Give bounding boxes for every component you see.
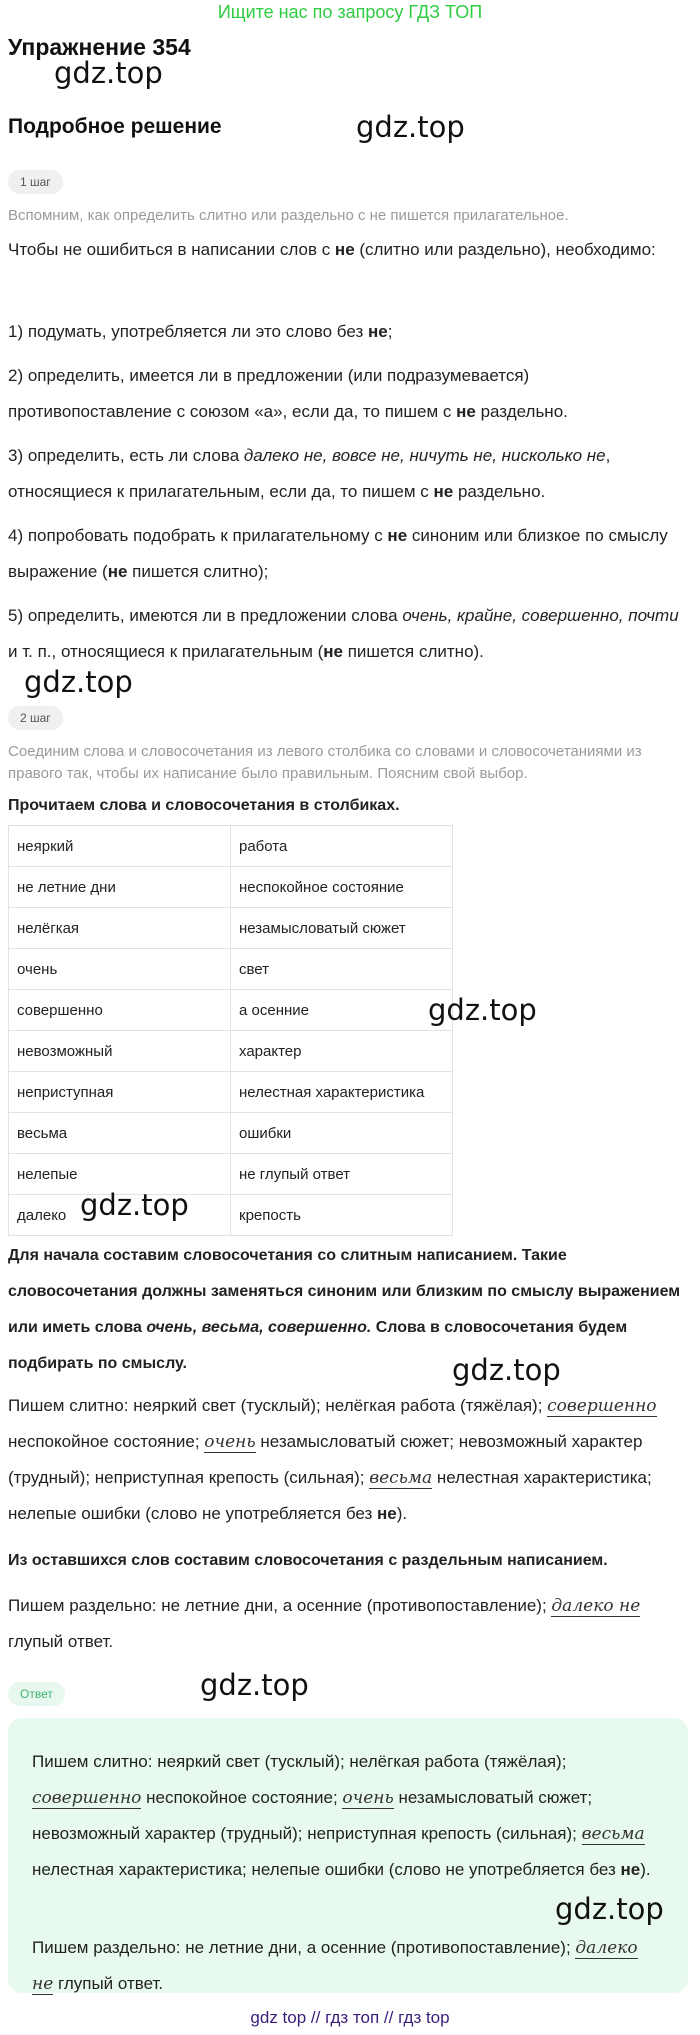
text: 3) определить, есть ли слова xyxy=(8,446,244,465)
underlined-word: очень xyxy=(342,1788,394,1808)
underlined-word: далеко не xyxy=(551,1596,641,1616)
text: раздельно. xyxy=(475,402,568,421)
table-heading: Прочитаем слова и словосочетания в столбиках. xyxy=(8,797,400,814)
text: 2) определить, имеется ли в предложении (или подразумевается) противопоставление с союзом «а», если да, то пишем с xyxy=(8,366,530,421)
text: ). xyxy=(396,1504,408,1523)
text: незамысловатый сюжет; невозможный характер (трудный); неприступная крепость (сильная); xyxy=(8,1432,643,1487)
table-row xyxy=(9,1154,453,1195)
text: нелестная характеристика; нелепые ошибки (слово не употребляется без xyxy=(32,1860,621,1879)
bold-text: не xyxy=(107,562,128,581)
table-row xyxy=(9,949,453,990)
text: Пишем слитно: неяркий свет (тусклый); нелёгкая работа (тяжёлая); xyxy=(32,1752,567,1771)
step-intro-text: Вспомним, как определить слитно или раздельно с не пишется прилагательное. xyxy=(8,207,569,224)
text: Пишем раздельно: не летние дни, а осенние (противопоставление); xyxy=(8,1596,552,1615)
italic-text: очень, весьма, совершенно. xyxy=(146,1319,372,1336)
right-column-cell: неспокойное состояние xyxy=(231,867,453,908)
text: и т. п., относящиеся к прилагательным ( xyxy=(8,642,324,661)
underlined-word: совершенно xyxy=(32,1788,142,1808)
right-column-cell: характер xyxy=(231,1031,453,1072)
bold-text: не xyxy=(323,642,343,661)
rule-item-3 xyxy=(8,438,692,510)
table-row xyxy=(9,1195,453,1236)
text: Чтобы не ошибиться в написании слов с xyxy=(8,240,335,259)
rule-item-4 xyxy=(8,518,692,590)
step-badge: 1 шаг xyxy=(8,170,63,194)
text: глупый ответ. xyxy=(53,1974,164,1993)
right-column-cell: ошибки xyxy=(231,1113,453,1154)
step-intro xyxy=(8,741,692,785)
step-badge: 2 шаг xyxy=(8,706,63,730)
text: 4) попробовать подобрать к прилагательному с xyxy=(8,526,388,545)
text: ). xyxy=(640,1860,651,1879)
text: пишется слитно); xyxy=(127,562,269,581)
rule-paragraph xyxy=(8,232,692,268)
left-column-cell: очень xyxy=(9,949,231,990)
watermark: gdz.top xyxy=(54,56,163,90)
text: 5) определить, имеются ли в предложении слова xyxy=(8,606,403,625)
rule-item-5 xyxy=(8,598,692,670)
bold-text: не xyxy=(367,322,388,341)
text: Пишем слитно: неяркий свет (тусклый); нелёгкая работа (тяжёлая); xyxy=(8,1396,548,1415)
rule-item-1 xyxy=(8,314,692,350)
watermark: gdz.top xyxy=(24,665,133,699)
table-row xyxy=(9,990,453,1031)
footer-links[interactable]: gdz top // гдз топ // гдз top xyxy=(250,2008,450,2027)
words-table xyxy=(8,825,453,1236)
separate-answer xyxy=(8,1588,692,1660)
bold-text: не xyxy=(433,482,454,501)
underlined-word: совершенно xyxy=(547,1396,657,1416)
text: неспокойное состояние; xyxy=(8,1432,205,1451)
watermark: gdz.top xyxy=(428,993,537,1027)
merged-answer xyxy=(8,1388,692,1532)
text: раздельно. xyxy=(453,482,546,501)
table-row xyxy=(9,826,453,867)
left-column-cell: далеко xyxy=(9,1195,231,1236)
watermark: gdz.top xyxy=(452,1353,561,1387)
text: Для начала составим словосочетания со слитным написанием. Такие словосочетания должны заменяться синоним или близким по смыслу выражением или иметь слова xyxy=(8,1247,681,1336)
right-column-cell: нелестная характеристика xyxy=(231,1072,453,1113)
text: глупый ответ. xyxy=(8,1632,114,1651)
search-banner[interactable]: Ищите нас по запросу ГДЗ ТОП xyxy=(217,2,483,22)
italic-text: очень, крайне, совершенно, почти xyxy=(402,606,679,625)
text: ; xyxy=(387,322,393,341)
bold-text: не xyxy=(377,1504,397,1523)
words-table-body xyxy=(9,826,453,1236)
exercise-title: Упражнение 354 xyxy=(8,34,191,60)
bold-text: не xyxy=(456,402,476,421)
underlined-word: очень xyxy=(204,1432,256,1452)
table-row xyxy=(9,1072,453,1113)
text: Слова в словосочетания будем подбирать по смыслу. xyxy=(8,1319,628,1372)
bold-text: не xyxy=(334,240,355,259)
left-column-cell: нелепые xyxy=(9,1154,231,1195)
watermark: gdz.top xyxy=(80,1188,189,1222)
underlined-word: весьма xyxy=(581,1824,645,1844)
right-column-cell: крепость xyxy=(231,1195,453,1236)
table-row xyxy=(9,1113,453,1154)
underlined-word: весьма xyxy=(369,1468,433,1488)
answer-separate xyxy=(32,1930,652,2002)
text: (слитно или раздельно), необходимо: xyxy=(354,240,656,259)
left-column-cell: неприступная xyxy=(9,1072,231,1113)
text: 1) подумать, употребляется ли это слово без xyxy=(8,322,368,341)
left-column-cell: нелёгкая xyxy=(9,908,231,949)
right-column-cell: не глупый ответ xyxy=(231,1154,453,1195)
section-title: Подробное решение xyxy=(8,115,222,138)
bold-text: не xyxy=(620,1860,641,1879)
answer-badge: Ответ xyxy=(8,1682,65,1706)
answer-merged xyxy=(32,1744,652,1888)
watermark: gdz.top xyxy=(200,1668,309,1702)
text: неспокойное состояние; xyxy=(141,1788,343,1807)
left-column-cell: невозможный xyxy=(9,1031,231,1072)
watermark: gdz.top xyxy=(555,1892,664,1926)
underlined-word: далеко не xyxy=(32,1938,638,1994)
separate-heading: Из оставшихся слов составим словосочетания с раздельным написанием. xyxy=(8,1552,608,1569)
right-column-cell: работа xyxy=(231,826,453,867)
rule-item-2 xyxy=(8,358,692,430)
watermark: gdz.top xyxy=(356,110,465,144)
left-column-cell: весьма xyxy=(9,1113,231,1154)
text: незамысловатый сюжет; невозможный характер (трудный); неприступная крепость (сильная); xyxy=(32,1788,593,1843)
right-column-cell: незамысловатый сюжет xyxy=(231,908,453,949)
text: нелестная характеристика; нелепые ошибки (слово не употребляется без xyxy=(8,1468,652,1523)
right-column-cell: а осенние xyxy=(231,990,453,1031)
text: Пишем раздельно: не летние дни, а осенние (противопоставление); xyxy=(32,1938,576,1957)
step-intro xyxy=(8,205,692,227)
left-column-cell: неяркий xyxy=(9,826,231,867)
left-column-cell: не летние дни xyxy=(9,867,231,908)
table-row xyxy=(9,867,453,908)
bold-text: не xyxy=(387,526,408,545)
text: синоним или близкое по смыслу выражение ( xyxy=(8,526,668,581)
left-column-cell: совершенно xyxy=(9,990,231,1031)
italic-text: далеко не, вовсе не, ничуть не, нисколько не xyxy=(243,446,606,465)
text: пишется слитно). xyxy=(343,642,484,661)
right-column-cell: свет xyxy=(231,949,453,990)
table-row xyxy=(9,1031,453,1072)
text: , относящиеся к прилагательным, если да, то пишем с xyxy=(8,446,611,501)
step-intro-text: Соединим слова и словосочетания из левого столбика со словами и словосочетаниями из правого так, чтобы их написание было правильным. Поясним свой выбор. xyxy=(8,743,642,782)
table-row xyxy=(9,908,453,949)
merged-explanation xyxy=(8,1238,692,1382)
